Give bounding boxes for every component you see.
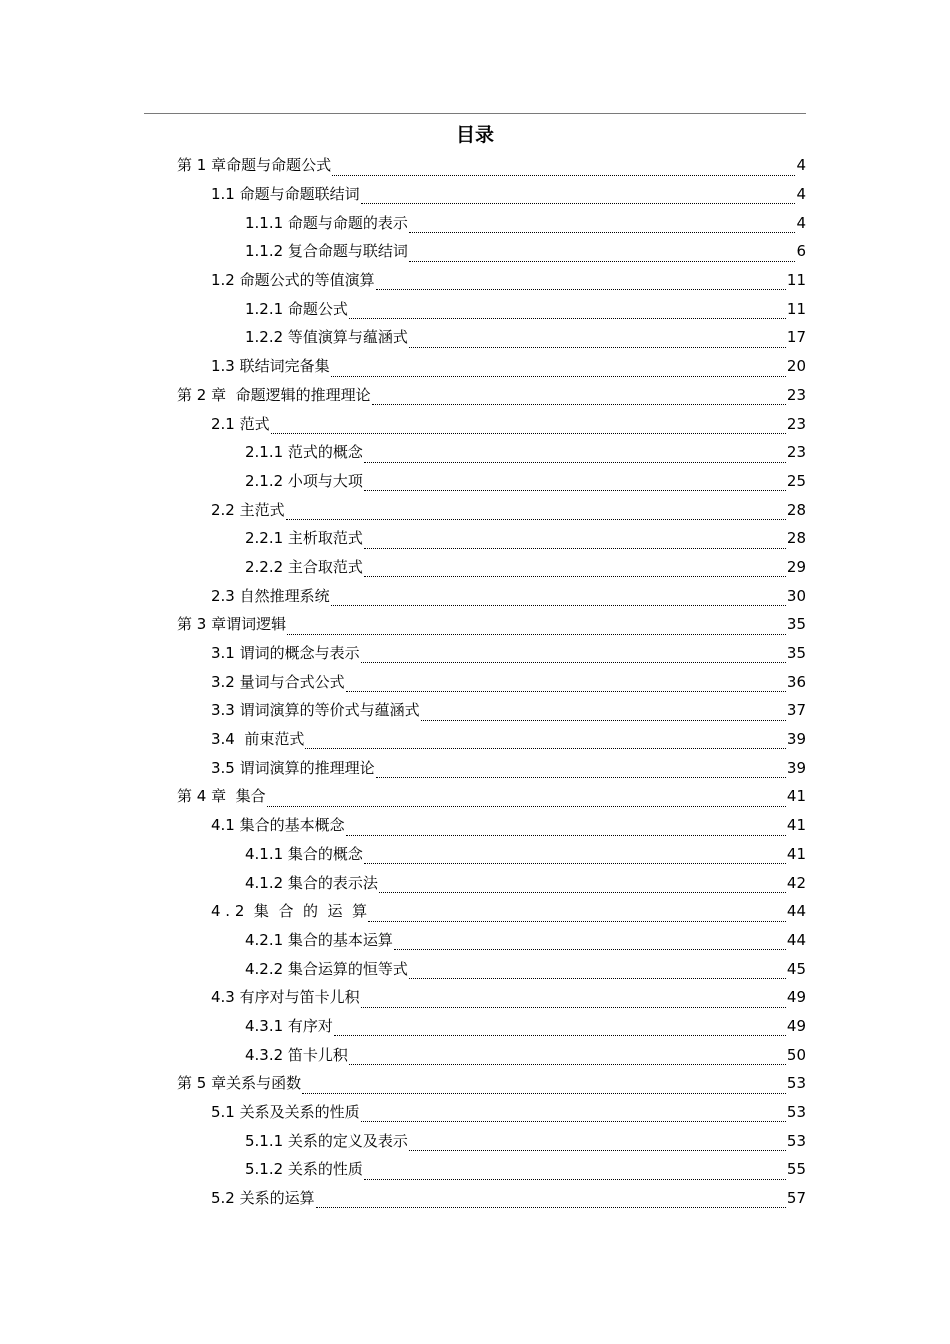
toc-entry[interactable] [0, 1069, 950, 1098]
toc-entry-page-number: 30 [786, 586, 806, 605]
toc-entry-page-number: 11 [786, 299, 806, 318]
toc-dot-leader [409, 261, 796, 262]
toc-entry-label: 4 . 2 集 合 的 运 算 [211, 902, 368, 921]
toc-entry-label: 5.2 关系的运算 [211, 1189, 315, 1208]
toc-entry-label: 2.2.1 主析取范式 [245, 529, 363, 548]
toc-entry-page-number: 4 [796, 213, 806, 232]
toc-entry[interactable] [0, 897, 950, 926]
toc-dot-leader [346, 835, 786, 836]
toc-entry[interactable] [0, 725, 950, 754]
toc-dot-leader [331, 376, 786, 377]
toc-entry-page-number: 4 [796, 156, 806, 175]
toc-dot-leader [379, 892, 786, 893]
toc-entry[interactable] [0, 208, 950, 237]
toc-entry-page-number: 41 [786, 844, 806, 863]
toc-entry-page-number: 35 [786, 644, 806, 663]
toc-entry-page-number: 39 [786, 758, 806, 777]
toc-entry-page-number: 35 [786, 615, 806, 634]
toc-entry-page-number: 57 [786, 1189, 806, 1208]
toc-entry[interactable] [0, 381, 950, 410]
toc-entry[interactable] [0, 753, 950, 782]
toc-dot-leader [267, 806, 786, 807]
toc-entry[interactable] [0, 926, 950, 955]
table-of-contents [0, 151, 950, 1212]
toc-dot-leader [368, 921, 786, 922]
toc-entry[interactable] [0, 840, 950, 869]
toc-entry-label: 1.3 联结词完备集 [211, 357, 330, 376]
toc-entry-page-number: 50 [786, 1045, 806, 1064]
toc-entry[interactable] [0, 1098, 950, 1127]
toc-entry-label: 1.2 命题公式的等值演算 [211, 271, 375, 290]
toc-entry[interactable] [0, 954, 950, 983]
toc-entry[interactable] [0, 467, 950, 496]
toc-entry[interactable] [0, 524, 950, 553]
toc-entry-label: 3.3 谓词演算的等价式与蕴涵式 [211, 701, 420, 720]
toc-entry-label: 5.1.2 关系的性质 [245, 1160, 363, 1179]
toc-entry[interactable] [0, 983, 950, 1012]
toc-entry-label: 1.1.1 命题与命题的表示 [245, 213, 408, 232]
toc-dot-leader [361, 203, 796, 204]
toc-entry-label: 2.1.1 范式的概念 [245, 443, 363, 462]
toc-dot-leader [316, 1207, 786, 1208]
toc-dot-leader [349, 1064, 786, 1065]
toc-entry-page-number: 17 [786, 328, 806, 347]
toc-entry[interactable] [0, 1155, 950, 1184]
toc-dot-leader [376, 289, 786, 290]
toc-entry[interactable] [0, 323, 950, 352]
toc-entry[interactable] [0, 782, 950, 811]
toc-entry-page-number: 41 [786, 816, 806, 835]
toc-entry-label: 第 3 章谓词逻辑 [177, 615, 287, 634]
toc-dot-leader [376, 777, 786, 778]
toc-entry-label: 1.1 命题与命题联结词 [211, 185, 360, 204]
toc-entry[interactable] [0, 409, 950, 438]
toc-entry-label: 3.4 前束范式 [211, 730, 305, 749]
toc-entry-label: 2.2 主范式 [211, 500, 285, 519]
toc-entry[interactable] [0, 1184, 950, 1213]
toc-entry-page-number: 6 [796, 242, 806, 261]
toc-entry-page-number: 39 [786, 730, 806, 749]
toc-entry-label: 2.2.2 主合取范式 [245, 557, 363, 576]
toc-entry[interactable] [0, 151, 950, 180]
toc-entry-label: 2.1 范式 [211, 414, 270, 433]
toc-dot-leader [361, 1121, 786, 1122]
toc-dot-leader [287, 634, 786, 635]
toc-dot-leader [364, 548, 786, 549]
toc-entry[interactable] [0, 811, 950, 840]
toc-entry[interactable] [0, 266, 950, 295]
toc-entry[interactable] [0, 553, 950, 582]
toc-dot-leader [364, 490, 786, 491]
toc-dot-leader [364, 462, 786, 463]
toc-entry-label: 4.1.2 集合的表示法 [245, 873, 378, 892]
toc-dot-leader [409, 232, 796, 233]
header-rule [144, 113, 806, 114]
toc-entry-page-number: 28 [786, 500, 806, 519]
toc-entry-page-number: 23 [786, 385, 806, 404]
toc-dot-leader [331, 605, 786, 606]
toc-entry[interactable] [0, 237, 950, 266]
toc-entry-page-number: 49 [786, 1016, 806, 1035]
toc-entry-page-number: 49 [786, 988, 806, 1007]
toc-entry-page-number: 20 [786, 357, 806, 376]
toc-entry-page-number: 25 [786, 471, 806, 490]
toc-entry-page-number: 53 [786, 1131, 806, 1150]
toc-dot-leader [364, 1179, 786, 1180]
toc-entry-label: 2.3 自然推理系统 [211, 586, 330, 605]
toc-entry[interactable] [0, 696, 950, 725]
toc-dot-leader [334, 1035, 786, 1036]
toc-entry-page-number: 29 [786, 557, 806, 576]
toc-dot-leader [421, 720, 786, 721]
toc-entry-label: 3.1 谓词的概念与表示 [211, 644, 360, 663]
toc-dot-leader [361, 662, 786, 663]
toc-dot-leader [372, 404, 786, 405]
toc-dot-leader [271, 433, 786, 434]
toc-entry[interactable] [0, 610, 950, 639]
toc-dot-leader [364, 863, 786, 864]
toc-dot-leader [409, 1150, 786, 1151]
toc-entry-label: 第 5 章关系与函数 [177, 1074, 302, 1093]
toc-entry-page-number: 37 [786, 701, 806, 720]
toc-entry-label: 4.1 集合的基本概念 [211, 816, 345, 835]
toc-entry[interactable] [0, 180, 950, 209]
toc-entry-label: 2.1.2 小项与大项 [245, 471, 363, 490]
toc-dot-leader [346, 691, 786, 692]
toc-entry[interactable] [0, 294, 950, 323]
toc-entry-page-number: 44 [786, 930, 806, 949]
toc-entry-label: 4.3.1 有序对 [245, 1016, 333, 1035]
toc-entry-label: 4.3.2 笛卡儿积 [245, 1045, 348, 1064]
toc-entry[interactable] [0, 1012, 950, 1041]
toc-entry-page-number: 42 [786, 873, 806, 892]
toc-entry-label: 5.1 关系及关系的性质 [211, 1103, 360, 1122]
toc-entry-page-number: 44 [786, 902, 806, 921]
toc-entry-page-number: 55 [786, 1160, 806, 1179]
toc-entry-page-number: 53 [786, 1074, 806, 1093]
toc-entry-label: 5.1.1 关系的定义及表示 [245, 1131, 408, 1150]
toc-dot-leader [409, 347, 786, 348]
toc-dot-leader [305, 748, 786, 749]
toc-entry-page-number: 36 [786, 672, 806, 691]
toc-entry[interactable] [0, 438, 950, 467]
toc-entry[interactable] [0, 667, 950, 696]
toc-entry-label: 1.2.1 命题公式 [245, 299, 348, 318]
toc-entry-label: 4.1.1 集合的概念 [245, 844, 363, 863]
toc-entry-label: 3.5 谓词演算的推理理论 [211, 758, 375, 777]
toc-entry-label: 3.2 量词与合式公式 [211, 672, 345, 691]
toc-dot-leader [286, 519, 786, 520]
toc-entry-page-number: 11 [786, 271, 806, 290]
toc-dot-leader [364, 576, 786, 577]
toc-entry[interactable] [0, 1040, 950, 1069]
toc-entry-label: 4.2.2 集合运算的恒等式 [245, 959, 408, 978]
toc-dot-leader [332, 175, 795, 176]
toc-dot-leader [302, 1093, 786, 1094]
toc-entry[interactable] [0, 495, 950, 524]
toc-entry-label: 第 2 章 命题逻辑的推理理论 [177, 385, 371, 404]
toc-entry[interactable] [0, 1126, 950, 1155]
toc-entry[interactable] [0, 639, 950, 668]
toc-entry-page-number: 23 [786, 414, 806, 433]
toc-dot-leader [361, 1007, 786, 1008]
toc-entry-label: 第 4 章 集合 [177, 787, 266, 806]
toc-dot-leader [349, 318, 786, 319]
toc-entry-page-number: 23 [786, 443, 806, 462]
toc-dot-leader [394, 949, 786, 950]
toc-dot-leader [409, 978, 786, 979]
toc-entry-page-number: 4 [796, 185, 806, 204]
toc-entry-page-number: 45 [786, 959, 806, 978]
page-title: 目录 [455, 124, 494, 146]
toc-entry-page-number: 41 [786, 787, 806, 806]
toc-entry[interactable] [0, 868, 950, 897]
toc-entry-page-number: 28 [786, 529, 806, 548]
toc-entry-label: 4.2.1 集合的基本运算 [245, 930, 393, 949]
toc-entry[interactable] [0, 581, 950, 610]
toc-entry[interactable] [0, 352, 950, 381]
toc-entry-label: 1.2.2 等值演算与蕴涵式 [245, 328, 408, 347]
toc-entry-label: 1.1.2 复合命题与联结词 [245, 242, 408, 261]
toc-entry-label: 4.3 有序对与笛卡儿积 [211, 988, 360, 1007]
toc-entry-label: 第 1 章命题与命题公式 [177, 156, 332, 175]
toc-entry-page-number: 53 [786, 1103, 806, 1122]
